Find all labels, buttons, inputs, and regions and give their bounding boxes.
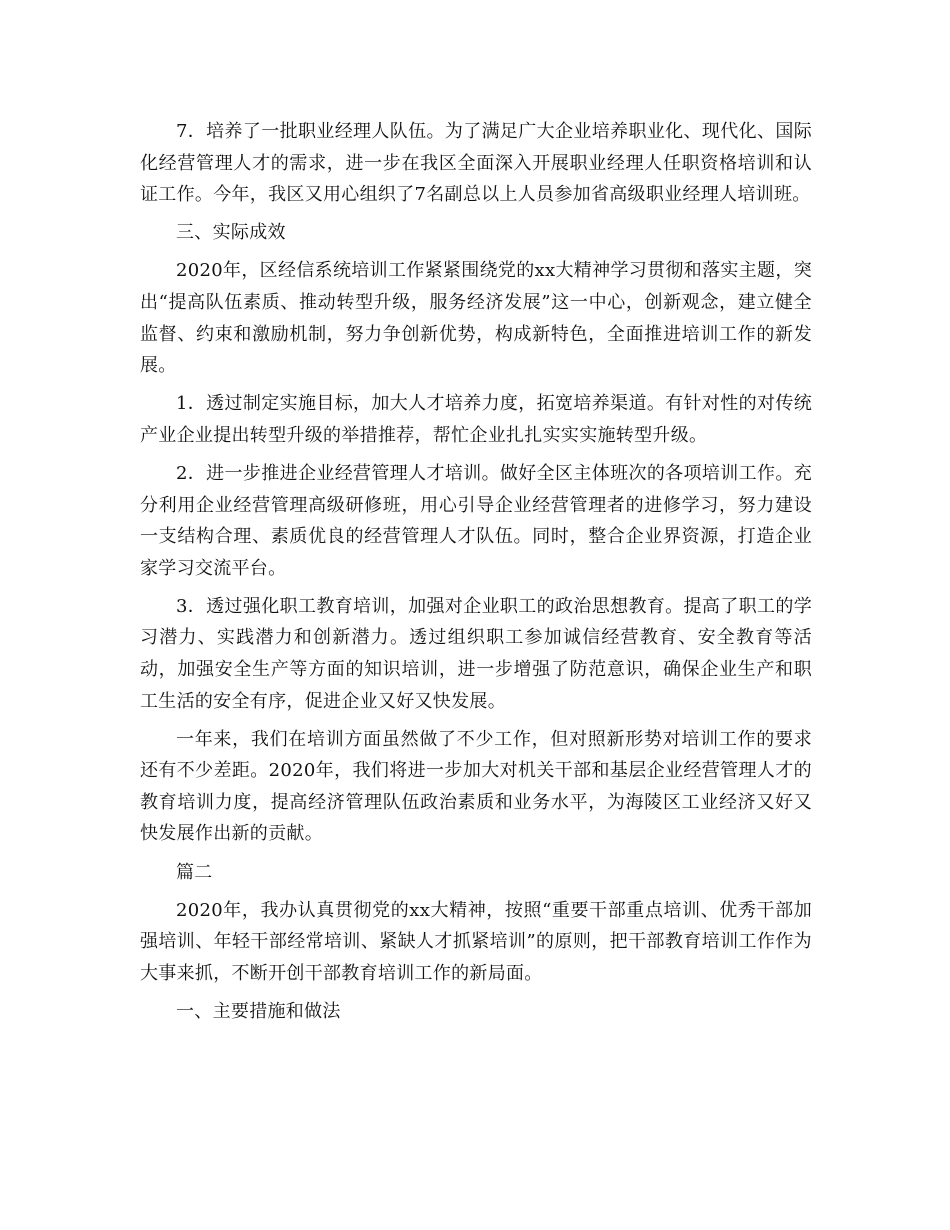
section-heading-results: 三、实际成效 xyxy=(176,222,286,244)
paragraph-item-7-career-managers: 7．培养了一批职业经理人队伍。为了满足广大企业培养职业化、现代化、国际化经营管理人才的需求，进一步在我区全面深入开展职业经理人任职资格培训和认证工作。今年，我区又用心组织了7名副总以上人员参加省高级职业经理人培训班。 xyxy=(140,121,812,206)
paragraph-year-summary: 一年来，我们在培训方面虽然做了不少工作，但对照新形势对培训工作的要求还有不少差距。2020年，我们将进一步加大对机关干部和基层企业经营管理人才的教育培训力度，提高经济管理队伍政治素质和业务水平，为海陵区工业经济又好又快发展作出新的贡献。 xyxy=(140,728,812,845)
paragraph-results-intro: 2020年，区经信系统培训工作紧紧围绕党的xx大精神学习贯彻和落实主题，突出“提高队伍素质、推动转型升级，服务经济发展”这一中心，创新观念，建立健全监督、约束和激励机制，努力争创新优势，构成新特色，全面推进培训工作的新发展。 xyxy=(140,260,812,377)
paragraph-part-two-intro: 2020年，我办认真贯彻党的xx大精神，按照“重要干部重点培训、优秀干部加强培训、年轻干部经常培训、紧缺人才抓紧培训”的原则，把干部教育培训工作作为大事来抓，不断开创干部教育培训工作的新局面。 xyxy=(140,899,812,984)
section-heading-part-two: 篇二 xyxy=(176,861,213,883)
paragraph-item-3-staff-education: 3．透过强化职工教育培训，加强对企业职工的政治思想教育。提高了职工的学习潜力、实践潜力和创新潜力。透过组织职工参加诚信经营教育、安全教育等活动，加强安全生产等方面的知识培训，进一步增强了防范意识，确保企业生产和职工生活的安全有序，促进企业又好又快发展。 xyxy=(140,595,812,712)
document-body xyxy=(140,116,812,1034)
paragraph-item-2-management-training: 2．进一步推进企业经营管理人才培训。做好全区主体班次的各项培训工作。充分利用企业经营管理高级研修班，用心引导企业经营管理者的进修学习，努力建设一支结构合理、素质优良的经营管理人才队伍。同时，整合企业界资源，打造企业家学习交流平台。 xyxy=(140,462,812,579)
section-heading-measures: 一、主要措施和做法 xyxy=(176,1000,341,1022)
paragraph-item-1-targets: 1．透过制定实施目标，加大人才培养力度，拓宽培养渠道。有针对性的对传统产业企业提出转型升级的举措推荐，帮忙企业扎扎实实实施转型升级。 xyxy=(140,393,812,446)
